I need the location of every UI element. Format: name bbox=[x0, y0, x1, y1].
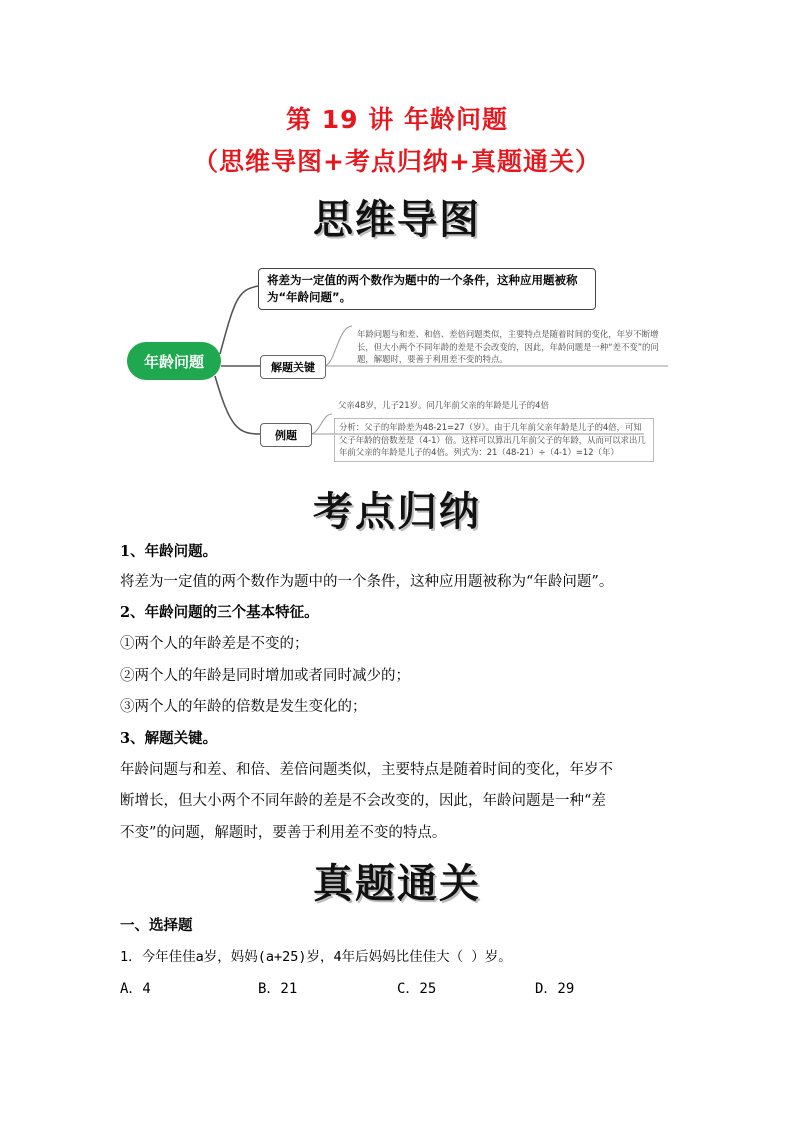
key-paragraph-line-2: 断增长，但大小两个不同年龄的差是不会改变的，因此，年龄问题是一种“差 bbox=[120, 793, 606, 809]
mind-map-key-text: 年龄问题与和差、和倍、差倍问题类似，主要特点是随着时间的变化，年岁不断增长，但大小两个不同年龄的差是不会改变的，因此，年龄问题是一种“差不变”的问题，解题时，要善于利用差不变的特点。 bbox=[357, 329, 659, 364]
key-paragraph-line-1: 年龄问题与和差、和倍、差倍问题类似，主要特点是随着时间的变化，年岁不 bbox=[120, 762, 613, 778]
choice-b[interactable]: B．21 bbox=[258, 981, 298, 997]
point-heading-3: 3、解题关键。 bbox=[120, 730, 218, 747]
title-line-2: （思维导图+考点归纳+真题通关） bbox=[193, 147, 601, 176]
feature-1: ①两个人的年龄差是不变的； bbox=[120, 636, 309, 652]
mind-map bbox=[120, 258, 680, 458]
title-line-1: 第 19 讲 年龄问题 bbox=[286, 105, 508, 134]
choice-a[interactable]: A．4 bbox=[120, 981, 151, 997]
banner-exercises: 真题通关 bbox=[313, 861, 481, 907]
banner-mindmap: 思维导图 bbox=[313, 197, 481, 243]
mind-map-definition: 将差为一定值的两个数作为题中的一个条件，这种应用题被称为“年龄问题”。 bbox=[258, 268, 596, 310]
key-paragraph-line-3: 不变”的问题，解题时，要善于利用差不变的特点。 bbox=[120, 825, 447, 841]
point-paragraph-1: 将差为一定值的两个数作为题中的一个条件，这种应用题被称为“年龄问题”。 bbox=[120, 574, 614, 590]
mind-map-example-node: 例题 bbox=[260, 423, 312, 447]
banner-points: 考点归纳 bbox=[313, 489, 481, 535]
choice-c[interactable]: C．25 bbox=[397, 981, 437, 997]
point-heading-1: 1、年龄问题。 bbox=[120, 543, 218, 560]
mind-map-key-node: 解题关键 bbox=[260, 355, 326, 379]
feature-2: ②两个人的年龄是同时增加或者同时减少的； bbox=[120, 668, 410, 684]
choice-d[interactable]: D．29 bbox=[535, 981, 575, 997]
question-1: 1．今年佳佳a岁，妈妈(a+25)岁，4年后妈妈比佳佳大（ ）岁。 bbox=[120, 949, 512, 965]
point-heading-2: 2、年龄问题的三个基本特征。 bbox=[120, 604, 319, 621]
mind-map-root: 年龄问题 bbox=[127, 342, 221, 380]
feature-3: ③两个人的年龄的倍数是发生变化的； bbox=[120, 699, 367, 715]
mind-map-example-analysis: 分析：父子的年龄差为48-21=27（岁）。由于几年前父亲年龄是儿子的4倍，可知父子年龄的倍数差是（4-1）倍。这样可以算出几年前父子的年龄，从而可以求出几年前父亲的年龄是儿子的4倍。列式为：21（48-21）÷（4-1）=12（年） bbox=[334, 418, 654, 462]
choices-row bbox=[120, 978, 680, 998]
mind-map-example-question: 父亲48岁，儿子21岁。问几年前父亲的年龄是儿子的4倍 bbox=[338, 400, 549, 410]
exercise-section-title: 一、选择题 bbox=[120, 917, 193, 934]
